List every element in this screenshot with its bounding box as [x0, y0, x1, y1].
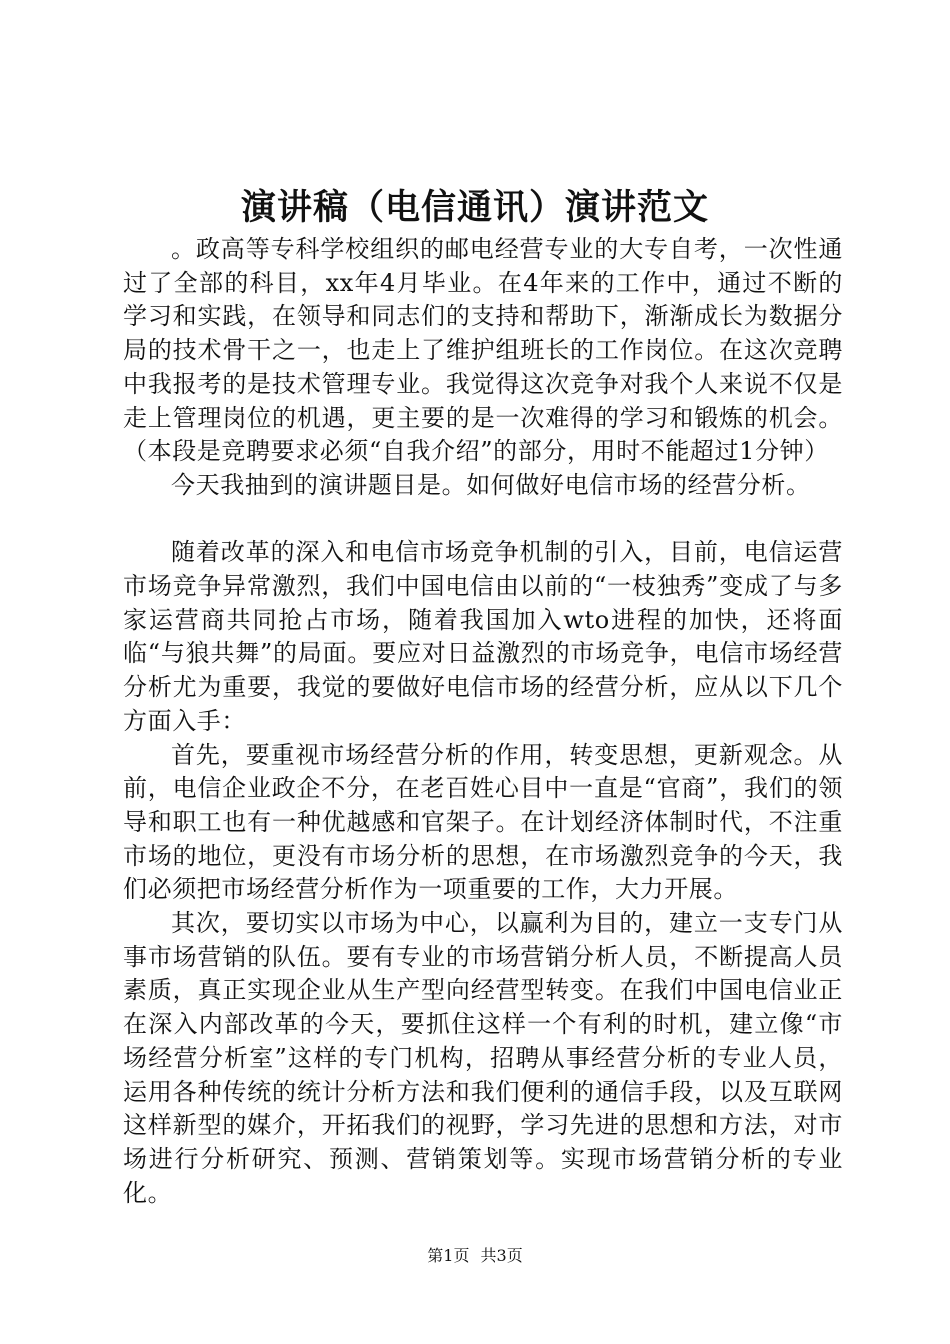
paragraph-second-point: 其次，要切实以市场为中心，以赢利为目的，建立一支专门从事市场营销的队伍。要有专业的市场营销分析人员，不断提高人员素质，真正实现企业从生产型向经营型转变。在我们中国电信业正在深入内部改革的今天，要抓住这样一个有利的时机，建立像“市场经营分析室”这样的专门机构，招聘从事经营分析的专业人员，运用各种传统的统计分析方法和我们便利的通信手段，以及互联网这样新型的媒介，开拓我们的视野，学习先进的思想和方法，对市场进行分析研究、预测、营销策划等。实现市场营销分析的专业化。: [123, 909, 843, 1207]
paragraph-self-introduction: 。政高等专科学校组织的邮电经营专业的大专自考，一次性通过了全部的科目，xx年4月毕业。在4年来的工作中，通过不断的学习和实践，在领导和同志们的支持和帮助下，渐渐成长为数据分局的技术骨干之一，也走上了维护组班长的工作岗位。在这次竞聘中我报考的是技术管理专业。我觉得这次竞争对我个人来说不仅是走上管理岗位的机遇，更主要的是一次难得的学习和锻炼的机会。（本段是竞聘要求必须“自我介绍”的部分，用时不能超过1分钟）: [123, 235, 843, 466]
paragraph-first-point: 首先，要重视市场经营分析的作用，转变思想，更新观念。从前，电信企业政企不分，在老百姓心目中一直是“官商”，我们的领导和职工也有一种优越感和官架子。在计划经济体制时代，不注重市场的地位，更没有市场分析的思想，在市场激烈竞争的今天，我们必须把市场经营分析作为一项重要的工作，大力开展。: [123, 740, 843, 904]
document-title: 演讲稿（电信通讯）演讲范文: [240, 187, 709, 228]
page-total: 共3页: [480, 1246, 523, 1265]
document-body: [123, 233, 843, 1210]
page-footer: [0, 1245, 950, 1267]
paragraph-spacer: [123, 503, 843, 537]
page-number: 第1页: [427, 1246, 470, 1265]
paragraph-topic: 今天我抽到的演讲题目是。如何做好电信市场的经营分析。: [171, 470, 811, 499]
paragraph-market-context: 随着改革的深入和电信市场竞争机制的引入，目前，电信运营市场竞争异常激烈，我们中国电信由以前的“一枝独秀”变成了与多家运营商共同抢占市场，随着我国加入wto进程的加快，还将面临“与狼共舞”的局面。要应对日益激烈的市场竞争，电信市场经营分析尤为重要，我觉的要做好电信市场的经营分析，应从以下几个方面入手：: [123, 538, 843, 735]
